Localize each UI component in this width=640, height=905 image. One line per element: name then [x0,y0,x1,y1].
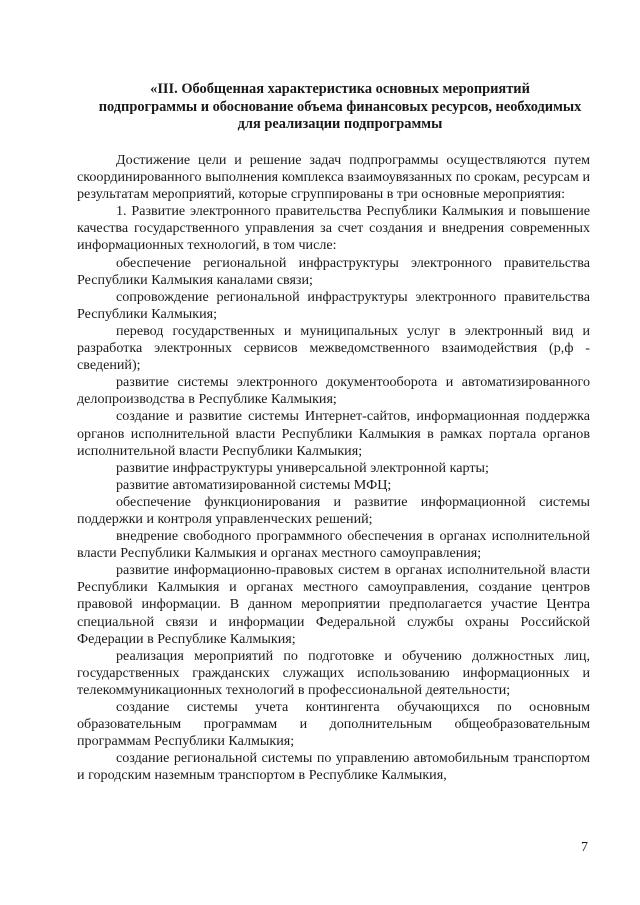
body-text [77,152,590,784]
page-number: 7 [581,840,588,855]
paragraph: создание системы учета контингента обучающихся по основным образовательным программам и дополнительным общеобразовательным программам Республики Калмыкия; [77,699,590,750]
paragraph: развитие системы электронного документооборота и автоматизированного делопроизводства в Республике Калмыкия; [77,374,590,408]
paragraph-intro: Достижение цели и решение задач подпрограммы осуществляются путем скоординированного выполнения комплекса взаимоувязанных по срокам, ресурсам и результатам мероприятий, которые сгруппированы в три основные мероприятия: [77,152,590,203]
paragraph: внедрение свободного программного обеспечения в органах исполнительной власти Республики Калмыкия и органах местного самоуправления; [77,528,590,562]
paragraph: развитие инфраструктуры универсальной электронной карты; [116,459,489,476]
heading-line-2: подпрограммы и обоснование объема финансовых ресурсов, необходимых [98,98,582,115]
paragraph: обеспечение функционирования и развитие информационной системы поддержки и контроля управленческих решений; [77,493,590,527]
paragraph: развитие автоматизированной системы МФЦ; [116,476,392,493]
paragraph: обеспечение региональной инфраструктуры электронного правительства Республики Калмыкия каналами связи; [77,254,590,288]
paragraph-item-1: 1. Развитие электронного правительства Республики Калмыкия и повышение качества государственного управления за счет создания и внедрения современных информационных технологий, в том числе: [77,203,590,254]
paragraph: сопровождение региональной инфраструктуры электронного правительства Республики Калмыкия; [77,288,590,322]
paragraph: перевод государственных и муниципальных услуг в электронный вид и разработка электронных сервисов межведомственного взаимодействия (р,ф - сведений); [77,322,590,374]
paragraph: развитие информационно-правовых систем в органах исполнительной власти Республики Калмыкия и органах местного самоуправления, создание центров правовой информации. В данном мероприятии предполагается участие Центра специальной связи и информации Федеральной службы охраны Российской Федерации в Республике Калмыкия; [77,562,590,647]
paragraph: создание и развитие системы Интернет-сайтов, информационная поддержка органов исполнительной власти Республики Калмыкия в рамках портала органов исполнительной власти Республики Калмыкия; [77,408,590,459]
heading-line-1: «III. Обобщенная характеристика основных мероприятий [150,81,530,97]
heading-line-3: для реализации подпрограммы [237,116,443,132]
paragraph: создание региональной системы по управлению автомобильным транспортом и городским наземным транспортом в Республике Калмыкия, [77,750,590,784]
paragraph: реализация мероприятий по подготовке и обучению должностных лиц, государственных гражданских служащих использованию информационных и телекоммуникационных технологий в профессиональной деятельности; [77,647,590,698]
section-heading [60,81,620,134]
